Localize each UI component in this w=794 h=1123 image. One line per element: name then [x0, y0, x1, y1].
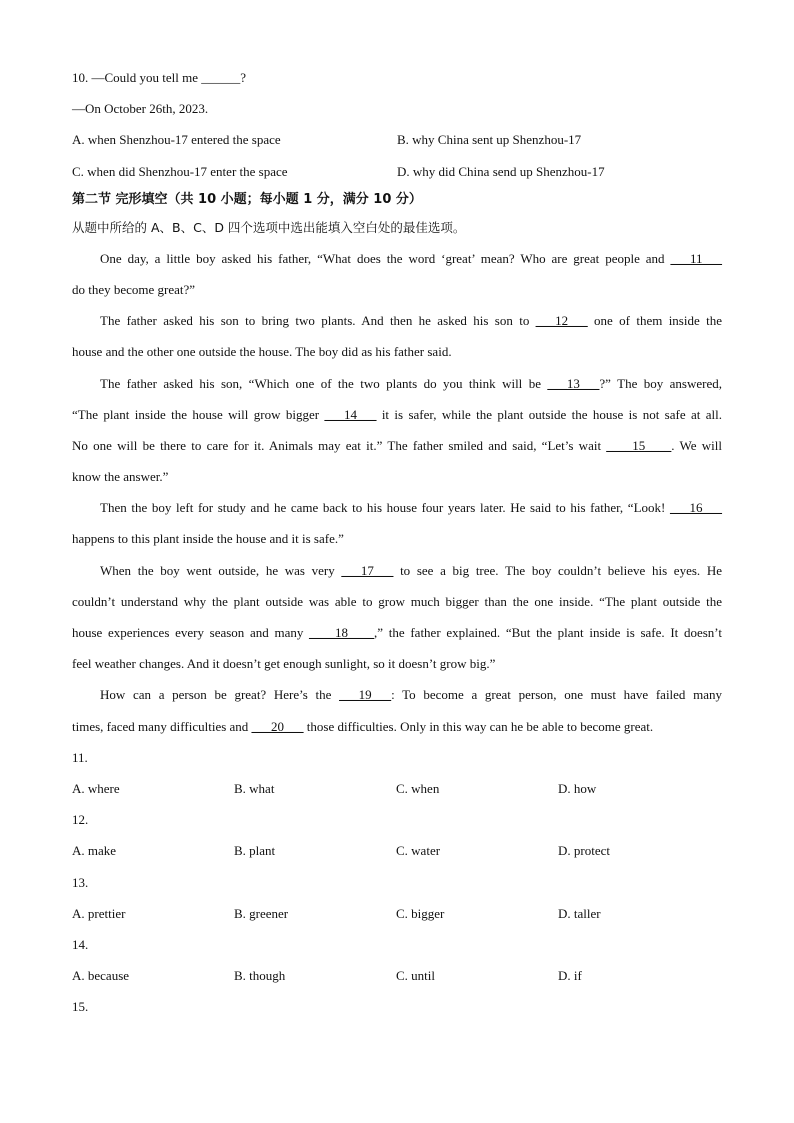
passage-paragraph-5: [72, 555, 722, 680]
option-c: C. water: [396, 843, 441, 859]
passage-line: The father asked his son, “Which one of the two plants do you think will be ___13___?” The boy answered,: [100, 375, 722, 391]
blank-18: ____18____: [309, 625, 375, 640]
question-12: [72, 804, 722, 866]
passage-line: times, faced many difficulties and ___20___ those difficulties. Only in this way can he be able to become great.: [72, 718, 654, 734]
question-number: 14.: [72, 936, 89, 952]
blank-20: ___20___: [251, 718, 304, 734]
passage-line: How can a person be great? Here’s the ___19___: To become a great person, one must have failed many: [100, 687, 723, 703]
passage-line: house experiences every season and many ____18____,” the father explained. “But the plant inside is safe. It doesn’t: [72, 625, 723, 640]
question-14-options: [72, 960, 722, 991]
question-10-options-row-1: [72, 124, 722, 155]
passage-paragraph-6: [72, 679, 722, 741]
question-number: 15.: [72, 999, 89, 1015]
option-d: D. taller: [558, 905, 601, 921]
blank-11: ___11___: [670, 250, 722, 266]
passage-line: The father asked his son to bring two plants. And then he asked his son to ___12___ one of them inside the: [100, 313, 722, 329]
option-a: A. prettier: [72, 905, 126, 921]
passage-line: feel weather changes. And it doesn’t get enough sunlight, so it doesn’t grow big.”: [72, 656, 496, 672]
passage-line: house and the other one outside the house. The boy did as his father said.: [72, 344, 452, 360]
question-13-options: [72, 898, 722, 929]
passage-paragraph-4: [72, 492, 722, 554]
passage-line: No one will be there to care for it. Animals may eat it.” The father smiled and said, “Let’s wait ____15____. We will: [72, 437, 722, 453]
passage-line: One day, a little boy asked his father, “What does the word ‘great’ mean? Who are great people and ___11___: [100, 250, 722, 266]
question-10-answer-line: —On October 26th, 2023.: [72, 101, 209, 117]
question-number: 11.: [72, 749, 88, 765]
question-11-options: [72, 773, 722, 804]
option-a: A. where: [72, 780, 120, 796]
question-10: [72, 62, 722, 187]
passage-line: When the boy went outside, he was very ___17___ to see a big tree. The boy couldn’t believe his eyes. He: [100, 562, 722, 578]
passage-paragraph-3: [72, 368, 722, 493]
option-d: D. why did China send up Shenzhou-17: [397, 163, 605, 179]
option-a: A. when Shenzhou-17 entered the space: [72, 132, 281, 148]
blank-16: ___16___: [670, 500, 722, 516]
option-b: B. plant: [234, 843, 276, 859]
passage-paragraph-1: [72, 243, 722, 305]
option-b: B. what: [234, 780, 275, 796]
question-14: [72, 929, 722, 991]
exam-page: [72, 62, 722, 1022]
option-c: C. when did Shenzhou-17 enter the space: [72, 163, 288, 179]
passage-line: happens to this plant inside the house and it is safe.”: [72, 531, 344, 547]
passage-line: Then the boy left for study and he came back to his house four years later. He said to his father, “Look! ___16___: [100, 500, 722, 516]
question-13: [72, 867, 722, 929]
option-d: D. how: [558, 780, 597, 796]
passage-line: couldn’t understand why the plant outside was able to grow much bigger than the one inside. “The plant outside the: [72, 593, 722, 609]
question-15: [72, 991, 722, 1022]
option-b: B. greener: [234, 905, 289, 921]
blank-15: ____15____: [606, 437, 672, 453]
blank-19: ___19___: [339, 687, 392, 703]
passage-line: know the answer.”: [72, 469, 169, 485]
question-number: 12.: [72, 812, 89, 828]
question-10-stem: 10. —Could you tell me ______?: [72, 70, 247, 85]
blank-14: ___14___: [324, 406, 377, 422]
option-a: A. because: [72, 968, 130, 984]
section-title: 第二节 完形填空（共 10 小题；每小题 1 分，满分 10 分）: [72, 191, 422, 207]
passage-line: “The plant inside the house will grow bigger ___14___ it is safer, while the plant outside the house is not safe at all.: [72, 406, 722, 422]
option-d: D. protect: [558, 843, 610, 859]
section-instruction: 从题中所给的 A、B、C、D 四个选项中选出能填入空白处的最佳选项。: [72, 219, 466, 235]
passage-paragraph-2: [72, 305, 722, 367]
question-11: [72, 742, 722, 804]
option-c: C. when: [396, 780, 440, 796]
question-number: 13.: [72, 874, 89, 890]
blank-13: ___13___: [547, 375, 600, 391]
option-c: C. until: [396, 968, 436, 984]
option-c: C. bigger: [396, 905, 445, 921]
option-a: A. make: [72, 843, 117, 859]
blank-17: ___17___: [341, 562, 394, 578]
option-b: B. why China sent up Shenzhou-17: [397, 132, 582, 148]
option-b: B. though: [234, 968, 286, 984]
option-d: D. if: [558, 968, 582, 984]
question-10-options-row-2: [72, 156, 722, 187]
question-12-options: [72, 835, 722, 866]
blank-12: ___12___: [535, 313, 588, 329]
passage-line: do they become great?”: [72, 281, 196, 297]
